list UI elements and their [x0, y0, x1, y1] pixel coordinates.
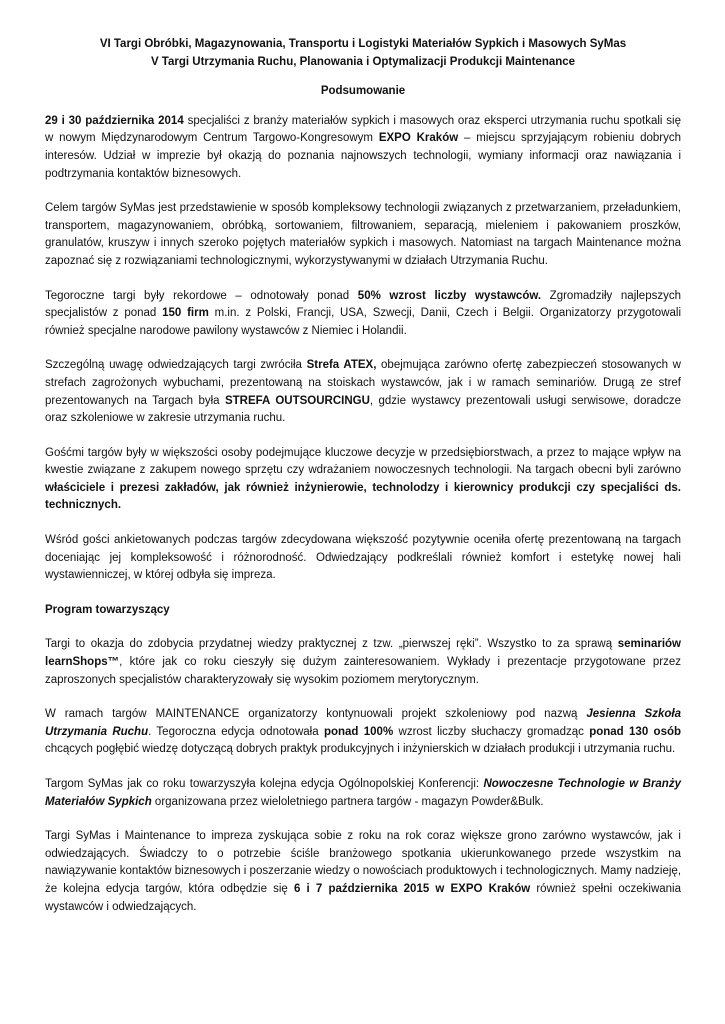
seminars-name: seminariów learnShops™ — [45, 638, 681, 669]
summary-heading: Podsumowanie — [320, 85, 406, 98]
text: Targi to okazja do zdobycia przydatnej wiedzy praktycznej z tzw. „pierwszej ręki”. Wszystko to za sprawą — [45, 638, 618, 651]
exhibitor-growth: 50% wzrost liczby wystawców. — [357, 289, 542, 302]
training-attendees: ponad 130 osób — [589, 725, 682, 738]
text: chcących pogłębić wiedzę dotyczącą dobrych praktyk produkcyjnych i inżynierskich w działach produkcji i utrzymania ruchu. — [45, 743, 676, 756]
paragraph-record-edition — [45, 288, 681, 341]
text: Tegoroczne targi były rekordowe – odnotowały ponad — [45, 289, 358, 302]
text: . Tegoroczna edycja odnotowała — [148, 725, 324, 738]
atex-zone: Strefa ATEX, — [306, 359, 377, 372]
text: m.in. z Polski, Francji, USA, Szwecji, Danii, Czech i Belgii. Organizatorzy przygotowali również specjalne narodowe pawilony wystawców z Niemiec i Holandii. — [45, 307, 682, 337]
text: Targi SyMas i Maintenance to impreza zyskująca sobie z roku na rok coraz większe grono zarówno wystawców, jak i odwiedzających. Świadczy to o potrzebie ściśle branżowego spotkania ukierunkowanego przede wszystkim na nawiązywanie kontaktów biznesowych i poszerzanie wiedzy o nowościach produktowych i technologicznych. Mamy nadzieję, że kolejna edycja targów, która odbędzie się — [45, 830, 682, 895]
paragraph-survey — [45, 532, 681, 585]
conference-name: Nowoczesne Technologie w Branży Materiałów Sypkich — [45, 778, 681, 808]
text: obejmująca zarówno ofertę zabezpieczeń stosowanych w strefach zagrożonych wybuchami, prezentowaną na stoiskach wystawców, jak i w ramach seminariów. Drugą ze stref prezentowanych na Targach była — [45, 359, 681, 407]
paragraph-fair-goals — [45, 200, 681, 270]
paragraph-event-intro — [45, 113, 681, 183]
text: organizowana przez wieloletniego partnera targów - magazyn Powder&Bulk. — [151, 795, 544, 808]
text: wzrost liczby słuchaczy gromadząc — [393, 725, 590, 738]
paragraph-seminars — [45, 636, 681, 689]
text: Szczególną uwagę odwiedzających targi zwróciła — [45, 359, 307, 372]
event-dates: 29 i 30 października 2014 — [45, 114, 184, 127]
text: Targom SyMas jak co roku towarzyszyła kolejna edycja Ogólnopolskiej Konferencji: — [45, 778, 484, 790]
training-name: Jesienna Szkoła Utrzymania Ruchu — [45, 708, 681, 738]
guest-roles: właściciele i prezesi zakładów, jak również inżynierowie, technolodzy i kierownicy produkcji czy specjaliści ds. technicznych. — [45, 481, 681, 512]
text: Wśród gości ankietowanych podczas targów zdecydowana większość pozytywnie oceniła ofertę prezentowaną na targach doceniając jej kompleksowość i różnorodność. Odwiedzający podkreślali również komfort i estetykę nowej hali wystawienniczej, w której odbyła się impreza. — [45, 534, 681, 582]
outsourcing-zone: STREFA OUTSOURCINGU — [224, 394, 370, 407]
text: Zgromadziły najlepszych specjalistów z ponad — [45, 289, 681, 320]
venue-name: EXPO Kraków — [378, 132, 459, 145]
paragraph-conference — [45, 776, 681, 811]
paragraph-guests — [45, 445, 681, 515]
text: , które jak co roku cieszyły się dużym zainteresowaniem. Wykłady i prezentacje przygotowane przez zaproszonych specjalistów charakteryzowały się wysokim poziomem merytorycznym. — [45, 656, 681, 686]
training-growth: ponad 100% — [323, 725, 394, 738]
text: Gośćmi targów były w większości osoby podejmujące kluczowe decyzje w przedsiębiorstwach, a przez to mające wpływ na kwestie związane z zakupem nowego sprzętu czy wdrażaniem nowoczesnych technologii. Na targach obecni byli zarówno — [45, 446, 681, 477]
paragraph-zones — [45, 357, 681, 427]
document-title-line-1: VI Targi Obróbki, Magazynowania, Transportu i Logistyki Materiałów Sypkich i Masowych SyMas — [99, 38, 627, 50]
text: – miejscu sprzyjającym robieniu dobrych interesów. Udział w imprezie był okazją do poznania najnowszych technologii, wymiany informacji oraz nawiązania i podtrzymania kontaktów biznesowych. — [45, 132, 682, 180]
company-count: 150 firm — [162, 307, 209, 320]
next-edition-dates: 6 i 7 października 2015 w EXPO Kraków — [294, 882, 531, 895]
document-title-line-2: V Targi Utrzymania Ruchu, Planowania i Optymalizacji Produkcji Maintenance — [150, 55, 576, 68]
text: specjaliści z branży materiałów sypkich i masowych oraz eksperci utrzymania ruchu spotkali się w nowym Międzynarodowym Centrum Targowo-Kongresowym — [45, 114, 681, 145]
text: , gdzie wystawcy prezentowali usługi serwisowe, doradcze oraz szkoleniowe w zakresie utrzymania ruchu. — [45, 394, 681, 425]
paragraph-closing — [45, 828, 681, 916]
text: również spełni oczekiwania wystawców i odwiedzających. — [45, 882, 681, 913]
text: Celem targów SyMas jest przedstawienie w sposób kompleksowy technologii związanych z przetwarzaniem, przeładunkiem, transportem, magazynowaniem, obróbką, sortowaniem, filtrowaniem, separacją, mieleniem i pakowaniem proszków, granulatów, kruszyw i innych szeroko pojętych materiałów sypkich i masowych. Natomiast na targach Maintenance można zapoznać się z rozwiązaniami technologicznymi, wykorzystywanymi w działach Utrzymania Ruchu. — [45, 202, 681, 267]
paragraph-training — [45, 706, 681, 759]
program-heading: Program towarzyszący — [45, 603, 170, 616]
text: W ramach targów MAINTENANCE organizatorzy kontynuowali projekt szkoleniowy pod nazwą — [45, 708, 587, 721]
